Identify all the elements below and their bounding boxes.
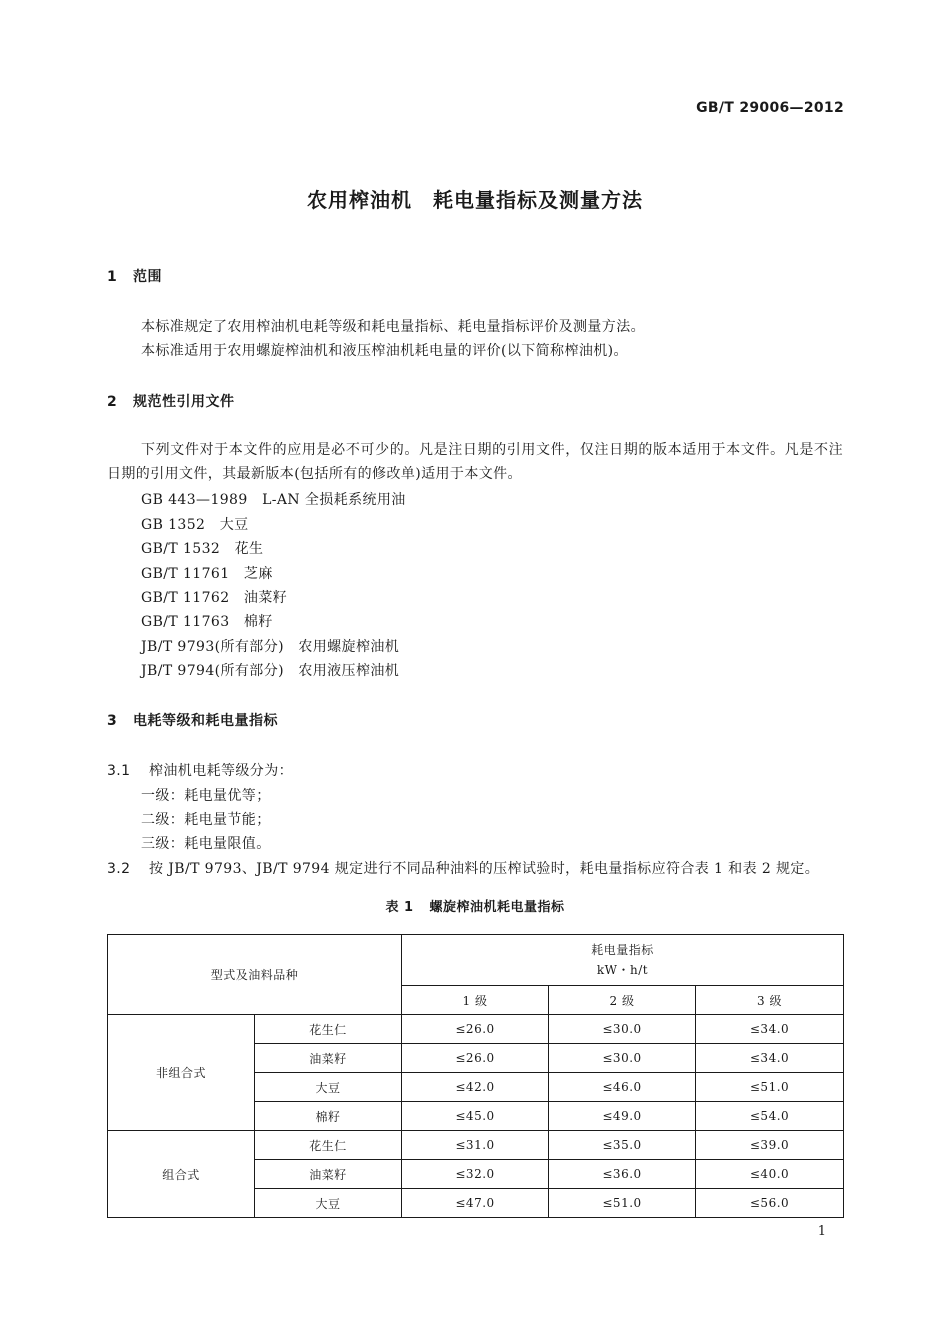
value-cell: ≤36.0 [549, 1160, 696, 1189]
value-cell: ≤34.0 [696, 1015, 844, 1044]
reference-item: GB/T 1532 花生 [141, 541, 264, 557]
grade-header: 3 级 [696, 986, 844, 1015]
reference-item: GB/T 11762 油菜籽 [141, 590, 288, 606]
level-item: 三级：耗电量限值。 [141, 836, 271, 852]
document-title: 农用榨油机 耗电量指标及测量方法 [307, 188, 643, 212]
reference-item: JB/T 9794(所有部分) 农用液压榨油机 [141, 663, 400, 679]
value-cell: ≤34.0 [696, 1044, 844, 1073]
references-intro: 下列文件对于本文件的应用是必不可少的。凡是注日期的引用文件，仅注日期的版本适用于本文件。凡是不注日期的引用文件，其最新版本(包括所有的修改单)适用于本文件。 [107, 442, 843, 482]
grade-header: 2 级 [549, 986, 696, 1015]
crop-name: 油菜籽 [255, 1044, 402, 1073]
section-1-heading [107, 266, 162, 286]
grade-header: 1 级 [402, 986, 549, 1015]
value-cell: ≤56.0 [696, 1189, 844, 1218]
crop-name: 花生仁 [255, 1015, 402, 1044]
value-cell: ≤54.0 [696, 1102, 844, 1131]
clause-text: 榨油机电耗等级分为： [149, 763, 293, 779]
table-row [108, 1131, 844, 1160]
section-number: 3 [107, 713, 118, 729]
group-name: 组合式 [108, 1131, 255, 1218]
scope-paragraph-2: 本标准适用于农用螺旋榨油机和液压榨油机耗电量的评价(以下简称榨油机)。 [141, 343, 628, 359]
value-cell: ≤46.0 [549, 1073, 696, 1102]
reference-item: JB/T 9793(所有部分) 农用螺旋榨油机 [141, 639, 400, 655]
section-3-heading [107, 710, 278, 730]
clause-text: 按 JB/T 9793、JB/T 9794 规定进行不同品种油料的压榨试验时，耗电量指标应符合表 1 和表 2 规定。 [149, 861, 820, 877]
table-title: 螺旋榨油机耗电量指标 [429, 900, 565, 915]
value-cell: ≤51.0 [696, 1073, 844, 1102]
value-cell: ≤32.0 [402, 1160, 549, 1189]
clause-number: 3.2 [107, 861, 131, 877]
metric-unit: kW・h/t [596, 963, 649, 977]
section-title: 电耗等级和耗电量指标 [133, 713, 278, 729]
crop-name: 棉籽 [255, 1102, 402, 1131]
table-label: 表 1 [385, 900, 414, 915]
table-row [108, 1015, 844, 1044]
crop-name: 大豆 [255, 1073, 402, 1102]
value-cell: ≤51.0 [549, 1189, 696, 1218]
section-number: 2 [107, 394, 118, 410]
reference-item: GB 1352 大豆 [141, 517, 249, 533]
value-cell: ≤31.0 [402, 1131, 549, 1160]
level-item: 二级：耗电量节能； [141, 812, 271, 828]
value-cell: ≤47.0 [402, 1189, 549, 1218]
table-1 [107, 934, 844, 1218]
value-cell: ≤30.0 [549, 1015, 696, 1044]
reference-item: GB 443—1989 L-AN 全损耗系统用油 [141, 492, 406, 508]
table-1-caption [0, 896, 950, 915]
value-cell: ≤45.0 [402, 1102, 549, 1131]
value-cell: ≤42.0 [402, 1073, 549, 1102]
reference-item: GB/T 11761 芝麻 [141, 566, 273, 582]
clause-3-1 [107, 760, 293, 780]
reference-item: GB/T 11763 棉籽 [141, 614, 273, 630]
section-title: 范围 [133, 269, 162, 285]
page-number: 1 [817, 1224, 826, 1239]
value-cell: ≤26.0 [402, 1044, 549, 1073]
value-cell: ≤49.0 [549, 1102, 696, 1131]
scope-paragraph-1: 本标准规定了农用榨油机电耗等级和耗电量指标、耗电量指标评价及测量方法。 [141, 319, 645, 335]
clause-3-2 [107, 858, 819, 878]
value-cell: ≤39.0 [696, 1131, 844, 1160]
section-number: 1 [107, 269, 118, 285]
value-cell: ≤40.0 [696, 1160, 844, 1189]
group-name: 非组合式 [108, 1015, 255, 1131]
crop-name: 油菜籽 [255, 1160, 402, 1189]
section-title: 规范性引用文件 [133, 394, 235, 410]
metric-name: 耗电量指标 [591, 943, 654, 957]
col-head-type-crop: 型式及油料品种 [108, 935, 402, 1015]
crop-name: 花生仁 [255, 1131, 402, 1160]
table-header-row [108, 935, 844, 986]
clause-number: 3.1 [107, 763, 131, 779]
level-item: 一级：耗电量优等； [141, 788, 271, 804]
standard-number: GB/T 29006—2012 [696, 100, 844, 116]
metric-header [402, 935, 844, 986]
section-2-heading [107, 391, 235, 411]
crop-name: 大豆 [255, 1189, 402, 1218]
value-cell: ≤35.0 [549, 1131, 696, 1160]
value-cell: ≤30.0 [549, 1044, 696, 1073]
value-cell: ≤26.0 [402, 1015, 549, 1044]
